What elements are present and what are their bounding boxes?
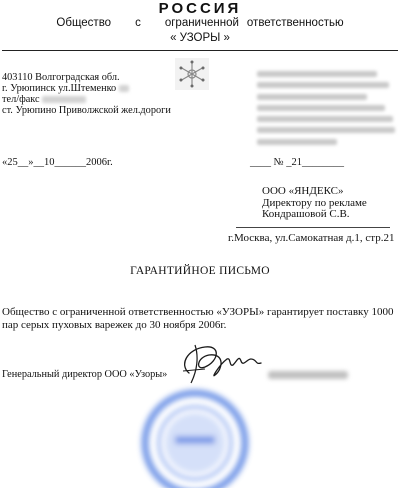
- letter-date: «25__»__10______2006г.: [2, 157, 113, 168]
- sender-address: [2, 72, 172, 116]
- letter-number: ____ № _21________: [250, 157, 345, 168]
- org-word: с: [135, 17, 141, 29]
- org-type-line: [0, 17, 400, 29]
- recipient-block: [262, 186, 367, 221]
- redacted-text: [119, 85, 129, 92]
- letter-body: Общество с ограниченной ответственностью «УЗОРЫ» гарантирует поставку 1000 пар серых пуховых варежек до 30 ноября 2006г.: [2, 306, 394, 331]
- sender-line: г. Урюпинск ул.Штеменко: [2, 83, 172, 94]
- org-word: ограниченной: [164, 17, 239, 29]
- recipient-company: ООО «ЯНДЕКС»: [262, 185, 344, 197]
- recipient-name: Кондрашовой С.В.: [262, 208, 350, 220]
- recipient-address: г.Москва, ул.Самокатная д.1, стр.21: [228, 232, 395, 244]
- signatory-title: Генеральный директор ООО «Узоры»: [2, 369, 168, 380]
- sender-line: ст. Урюпино Приволжской жел.дороги: [2, 105, 171, 116]
- sender-line: 403110 Волгоградская обл.: [2, 72, 120, 83]
- recipient-position: Директору по рекламе: [262, 196, 367, 209]
- letter-title: ГАРАНТИЙНОЕ ПИСЬМО: [130, 265, 270, 277]
- company-seal: [125, 378, 265, 488]
- redacted-text: [42, 96, 86, 103]
- recipient-divider: [236, 227, 390, 228]
- country-heading: РОССИЯ: [158, 0, 242, 17]
- snowflake-emblem-icon: [175, 58, 209, 90]
- org-name: « УЗОРЫ »: [170, 32, 230, 44]
- org-word: Общество: [56, 17, 112, 29]
- org-word: ответственностью: [246, 17, 344, 29]
- sender-line: тел/факс: [2, 94, 172, 105]
- header-divider: [2, 50, 398, 51]
- redacted-bank-details: [257, 71, 395, 150]
- redacted-signatory-name: [268, 371, 348, 379]
